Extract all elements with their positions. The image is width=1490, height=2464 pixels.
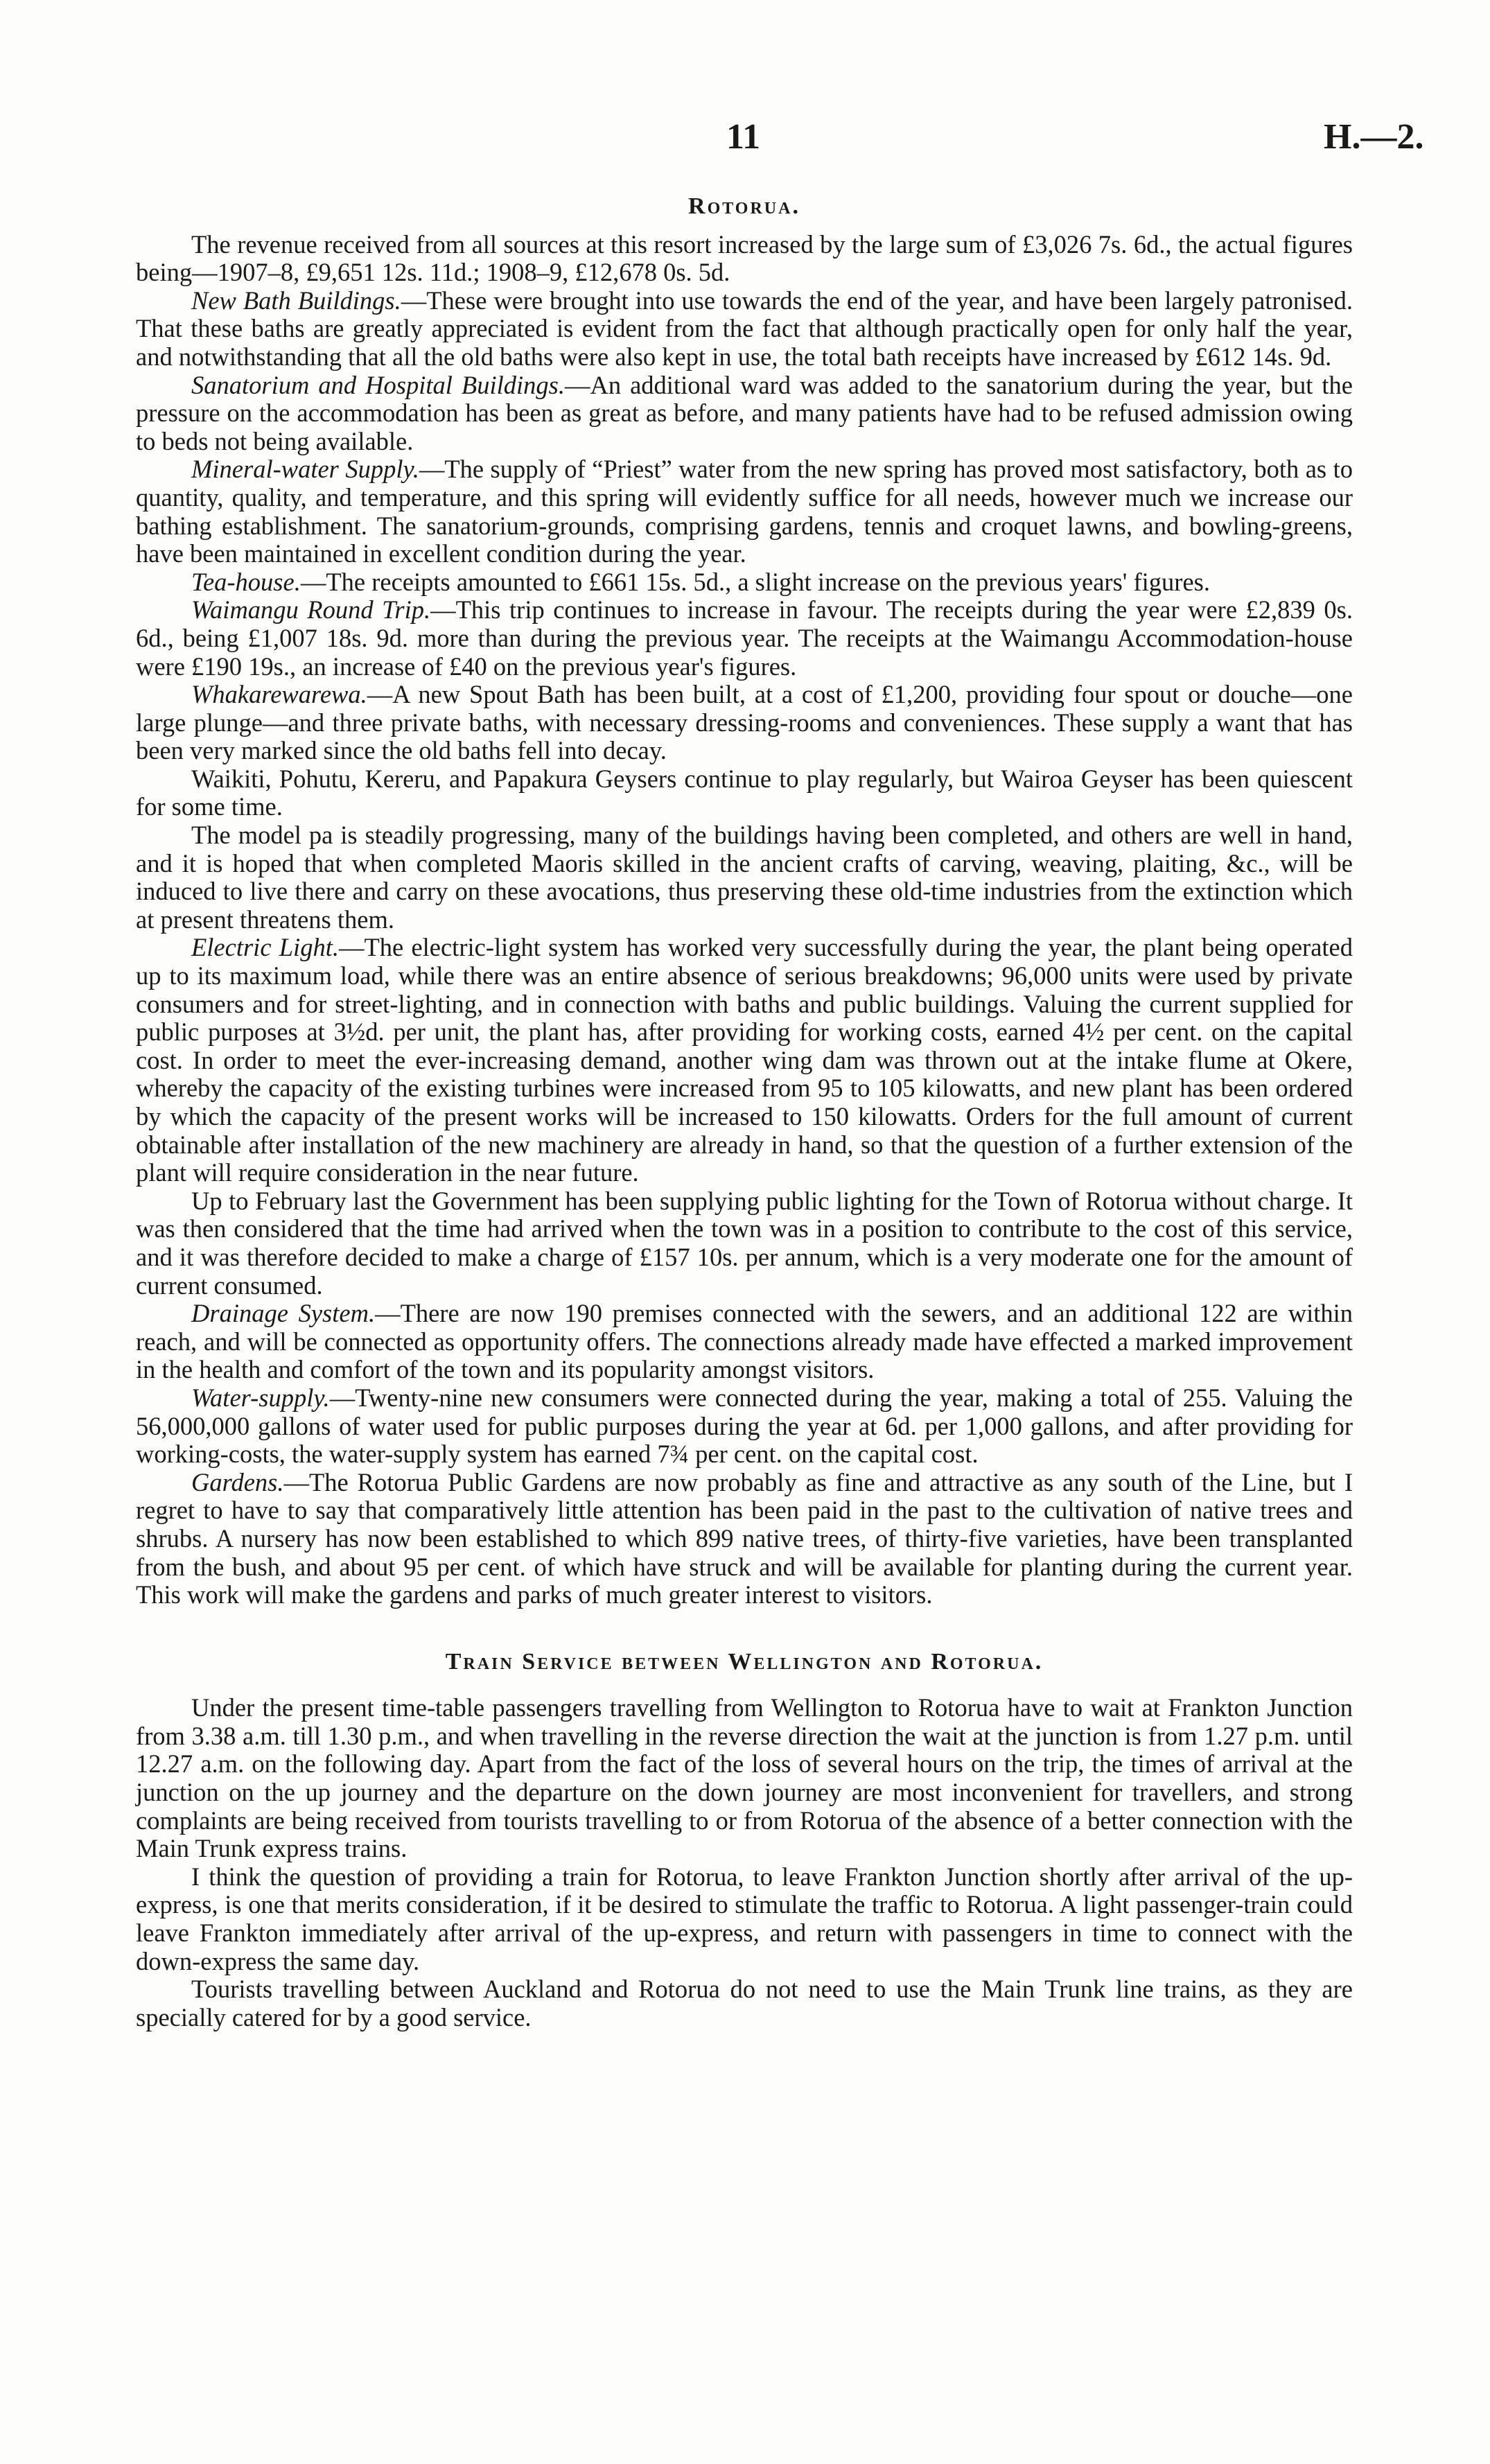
paragraph-auckland-tourists: Tourists travelling between Auckland and Rotorua do not need to use the Main Trunk line trains, as they are specially catered for by a good service. — [136, 1975, 1353, 2032]
section-heading-train-service: Train Service between Wellington and Rotorua. — [445, 1648, 1044, 1675]
paragraph-lead: New Bath Buildings. — [191, 286, 401, 315]
paragraph-sanatorium: Sanatorium and Hospital Buildings.—An additional ward was added to the sanatorium during the year, but the pressure on the accommodation has been as great as before, and many patients have had to be refused admission owing to beds not being available. — [136, 370, 1353, 455]
paragraph-lead: Electric Light. — [191, 933, 339, 962]
document-code: H.—2. — [1324, 117, 1424, 157]
paragraph-new-bath-buildings: New Bath Buildings.—These were brought into use towards the end of the year, and have been largely patronised. That these baths are greatly appreciated is evident from the fact that although practically open for only half the year, and notwithstanding that all the old baths were also kept in use, the total bath receipts have increased by £612 14s. 9d. — [136, 286, 1353, 371]
paragraph-geysers: Waikiti, Pohutu, Kereru, and Papakura Geysers continue to play regularly, but Wairoa Geyser has been quiescent for some time. — [136, 764, 1353, 821]
paragraph-train-proposal: I think the question of providing a train for Rotorua, to leave Frankton Junction shortly after arrival of the up-express, is one that merits consideration, if it be desired to stimulate the traffic to Rotorua. A light passenger-train could leave Frankton immediately after arrival of the up-express, and return with passengers in time to connect with the down-express the same day. — [136, 1862, 1353, 1975]
paragraph-model-pa: The model pa is steadily progressing, many of the buildings having been completed, and others are well in hand, and it is hoped that when completed Maoris skilled in the ancient crafts of carving, weaving, plaiting, &c., will be induced to live there and carry on these avocations, thus preserving these old-time industries from the extinction which at present threatens them. — [136, 821, 1353, 934]
paragraph-drainage: Drainage System.—There are now 190 premises connected with the sewers, and an additional 122 are within reach, and will be connected as opportunity offers. The connections already made have effected a marked improvement in the health and comfort of the town and its popularity amongst visitors. — [136, 1299, 1353, 1384]
paragraph-lead: Tea-house. — [191, 567, 301, 596]
paragraph-waimangu: Waimangu Round Trip.—This trip continues to increase in favour. The receipts during the year were £2,839 0s. 6d., being £1,007 18s. 9d. more than during the previous year. The receipts at the Waimangu Accommodation-house were £190 19s., an increase of £40 on the previous year's figures. — [136, 595, 1353, 681]
paragraph-lead: Mineral-water Supply. — [191, 455, 419, 484]
paragraph-public-lighting: Up to February last the Government has been supplying public lighting for the Town of Rotorua without charge. It was then considered that the time had arrived when the town was in a position to contribute to the cost of this service, and it was therefore decided to make a charge of £157 10s. per annum, which is a very moderate one for the amount of current consumed. — [136, 1186, 1353, 1300]
paragraph-water-supply: Water-supply.—Twenty-nine new consumers were connected during the year, making a total of 255. Valuing the 56,000,000 gallons of water used for public purposes during the year at 6d. per 1,000 gallons, and after providing for working-costs, the water-supply system has earned 7¾ per cent. on the capital cost. — [136, 1383, 1353, 1469]
paragraph-revenue: The revenue received from all sources at this resort increased by the large sum of £3,026 7s. 6d., the actual figures being—1907–8, £9,651 12s. 11d.; 1908–9, £12,678 0s. 5d. — [136, 229, 1353, 287]
paragraph-lead: Whakarewarewa. — [191, 680, 367, 709]
paragraph-whakarewarewa: Whakarewarewa.—A new Spout Bath has been built, at a cost of £1,200, providing four spout or douche—one large plunge—and three private baths, with necessary dressing-rooms and conveniences. These supply a want that has been very marked since the old baths fell into decay. — [136, 680, 1353, 765]
paragraph-time-table: Under the present time-table passengers travelling from Wellington to Rotorua have to wait at Frankton Junction from 3.38 a.m. till 1.30 p.m., and when travelling in the reverse direction the wait at the junction is from 1.27 p.m. until 12.27 a.m. on the following day. Apart from the fact of the loss of several hours on the trip, the times of arrival at the junction on the up journey and the departure on the down journey are most inconvenient for travellers, and strong complaints are being received from tourists travelling to or from Rotorua of the absence of a better connection with the Main Trunk express trains. — [136, 1693, 1353, 1863]
paragraph-mineral-water: Mineral-water Supply.—The supply of “Priest” water from the new spring has proved most satisfactory, both as to quantity, quality, and temperature, and this spring will evidently suffice for all needs, however much we increase our bathing establishment. The sanatorium-grounds, comprising gardens, tennis and croquet lawns, and bowling-greens, have been maintained in excellent condition during the year. — [136, 455, 1353, 568]
section-heading-rotorua: Rotorua. — [688, 193, 800, 219]
paragraph-lead: Drainage System. — [191, 1299, 376, 1328]
document-body — [136, 193, 1353, 2032]
paragraph-lead: Water-supply. — [191, 1383, 330, 1412]
page-number: 11 — [726, 117, 761, 157]
paragraph-lead: Gardens. — [191, 1467, 284, 1496]
paragraph-gardens: Gardens.—The Rotorua Public Gardens are now probably as fine and attractive as any south of the Line, but I regret to have to say that comparatively little attention has been paid in the past to the cultivation of native trees and shrubs. A nursery has now been established to which 899 native trees, of thirty-five varieties, have been transplanted from the bush, and about 95 per cent. of which have struck and will be available for planting during the current year. This work will make the gardens and parks of much greater interest to visitors. — [136, 1467, 1353, 1609]
paragraph-tea-house: Tea-house.—The receipts amounted to £661 15s. 5d., a slight increase on the previous years' figures. — [191, 567, 1210, 596]
page-header — [0, 116, 1490, 165]
paragraph-lead: Waimangu Round Trip. — [191, 595, 431, 624]
paragraph-lead: Sanatorium and Hospital Buildings. — [191, 370, 565, 399]
paragraph-electric-light: Electric Light.—The electric-light system has worked very successfully during the year, the plant being operated up to its maximum load, while there was an entire absence of serious breakdowns; 96,000 units were used by private consumers and for street-lighting, and in connection with baths and public buildings. Valuing the current supplied for public purposes at 3½d. per unit, the plant has, after providing for working costs, earned 4½ per cent. on the capital cost. In order to meet the ever-increasing demand, another wing dam was thrown out at the intake flume at Okere, whereby the capacity of the existing turbines were increased from 95 to 105 kilowatts, and new plant has been ordered by which the capacity of the present works will be increased to 150 kilowatts. Orders for the full amount of current obtainable after installation of the new machinery are already in hand, so that the question of a further extension of the plant will require consideration in the near future. — [136, 933, 1353, 1187]
